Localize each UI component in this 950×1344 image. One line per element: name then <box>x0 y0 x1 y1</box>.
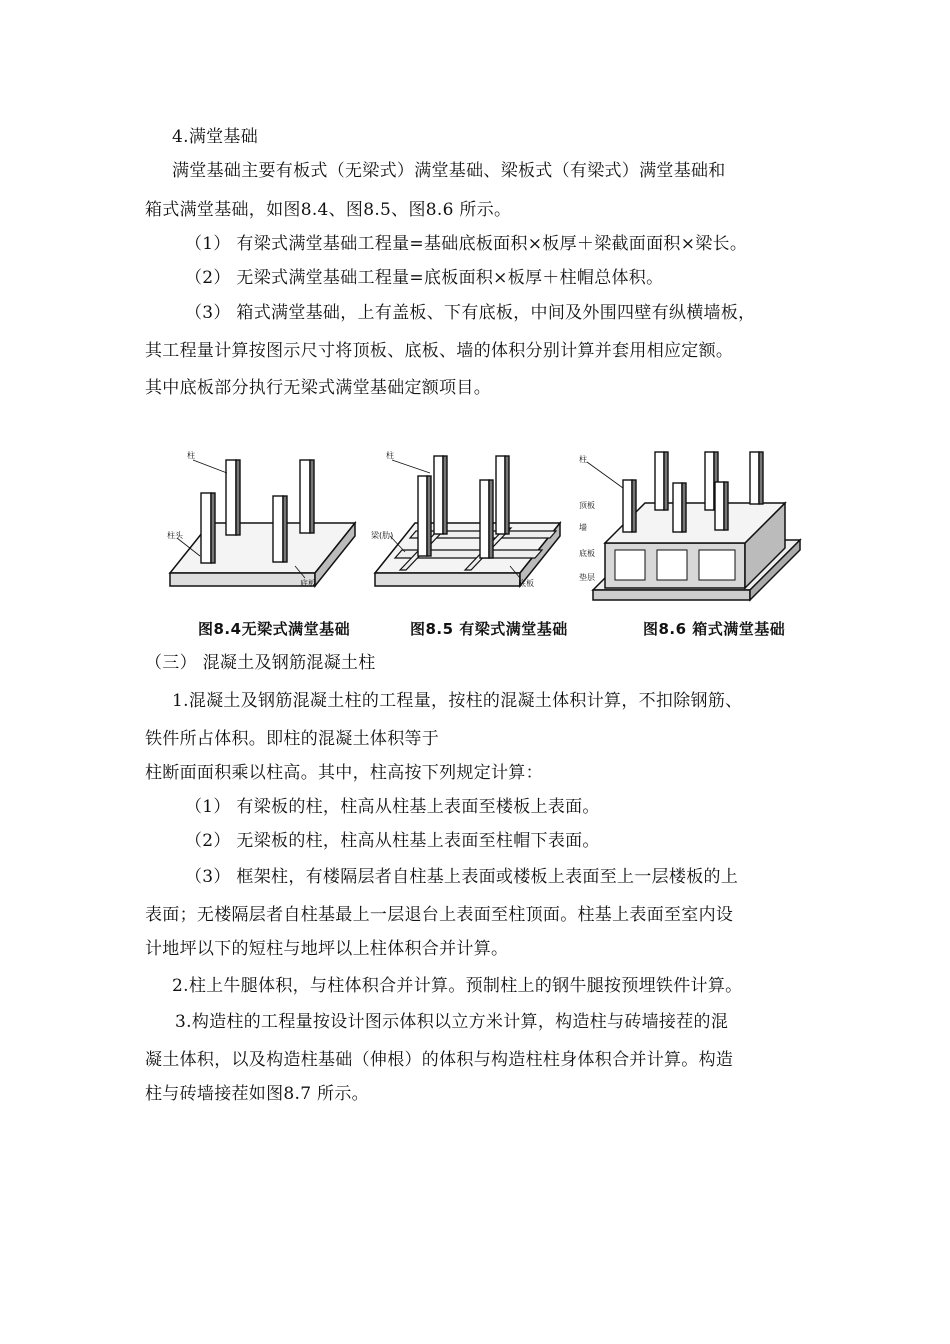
fig3-label-column: 柱 <box>579 455 587 464</box>
fig3-label-wall: 墙 <box>579 523 587 532</box>
figure-box-foundation <box>575 448 810 608</box>
section3-para1-line3: 柱断面面积乘以柱高。其中，柱高按下列规定计算： <box>145 763 543 783</box>
figure-caption-8-5: 图8.5 有梁式满堂基础 <box>410 620 568 638</box>
section3-para3-line3: 柱与砖墙接茬如图8.7 所示。 <box>145 1084 369 1104</box>
section4-para1-line2: 箱式满堂基础，如图8.4、图8.5、图8.6 所示。 <box>145 200 512 220</box>
section3-para1-line2: 铁件所占体积。即柱的混凝土体积等于 <box>145 729 440 749</box>
section4-item3-line1: （3） 箱式满堂基础，上有盖板、下有底板，中间及外围四壁有纵横墙板， <box>185 303 756 323</box>
fig3-label-bottom: 底板 <box>579 549 595 558</box>
figure-slab-foundation <box>165 448 365 608</box>
section4-item3-line2: 其工程量计算按图示尺寸将顶板、底板、墙的体积分别计算并套用相应定额。 <box>145 341 734 361</box>
section3-item3-line3: 计地坪以下的短柱与地坪以上柱体积合并计算。 <box>145 939 509 959</box>
fig1-label-column: 柱 <box>187 451 195 460</box>
figure-caption-8-4: 图8.4无梁式满堂基础 <box>198 620 351 638</box>
section4-item1: （1） 有梁式满堂基础工程量=基础底板面积×板厚＋梁截面面积×梁长。 <box>185 234 748 254</box>
fig1-label-cap: 柱头 <box>167 531 183 540</box>
section3-para3-line2: 凝土体积，以及构造柱基础（伸根）的体积与构造柱柱身体积合并计算。构造 <box>145 1050 734 1070</box>
section3-item3-line2: 表面；无楼隔层者自柱基最上一层退台上表面至柱顶面。柱基上表面至室内设 <box>145 905 734 925</box>
section3-item3-line1: （3） 框架柱，有楼隔层者自柱基上表面或楼板上表面至上一层楼板的上 <box>185 867 739 887</box>
fig2-label-beam: 梁(肋) <box>371 531 394 540</box>
fig2-label-column: 柱 <box>386 451 394 460</box>
section4-item3-line3: 其中底板部分执行无梁式满堂基础定额项目。 <box>145 378 491 398</box>
section3-para2: 2.柱上牛腿体积，与柱体积合并计算。预制柱上的钢牛腿按预埋铁件计算。 <box>172 976 743 996</box>
fig3-label-top: 顶板 <box>579 501 595 510</box>
section3-para1-line1: 1.混凝土及钢筋混凝土柱的工程量，按柱的混凝土体积计算，不扣除钢筋、 <box>172 691 743 711</box>
foundation-figures <box>160 448 810 608</box>
figure-caption-8-6: 图8.6 箱式满堂基础 <box>643 620 786 638</box>
section4-item2: （2） 无梁式满堂基础工程量=底板面积×板厚＋柱帽总体积。 <box>185 268 664 288</box>
section4-heading: 4.满堂基础 <box>172 127 259 147</box>
section3-heading: （三） 混凝土及钢筋混凝土柱 <box>145 653 376 673</box>
section3-para3-line1: 3.构造柱的工程量按设计图示体积以立方米计算，构造柱与砖墙接茬的混 <box>175 1012 729 1032</box>
fig3-label-beam: 垫层 <box>579 573 595 582</box>
figure-beam-foundation <box>370 448 570 608</box>
section4-para1-line1: 满堂基础主要有板式（无梁式）满堂基础、梁板式（有梁式）满堂基础和 <box>172 161 726 181</box>
fig2-label-slab: 底板 <box>518 579 534 588</box>
section3-item2: （2） 无梁板的柱，柱高从柱基上表面至柱帽下表面。 <box>185 831 600 851</box>
section3-item1: （1） 有梁板的柱，柱高从柱基上表面至楼板上表面。 <box>185 797 600 817</box>
fig1-label-slab: 底板 <box>300 579 316 588</box>
